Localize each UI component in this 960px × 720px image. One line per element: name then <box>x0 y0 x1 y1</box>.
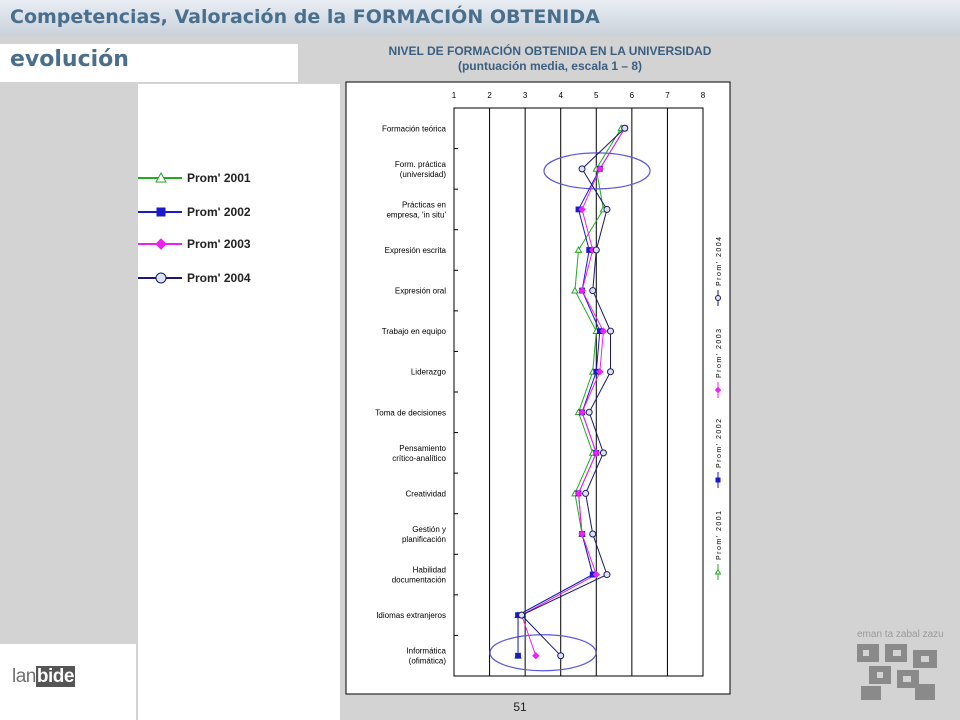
legend-label: Prom' 2004 <box>187 271 251 285</box>
category-label: crítico-analítico <box>392 453 446 463</box>
chart-subtitle: (puntuación media, escala 1 – 8) <box>457 59 643 73</box>
basque-government-emblem-icon <box>855 640 941 702</box>
category-label: Expresión oral <box>394 286 446 296</box>
legend-label: Prom' 2001 <box>187 171 251 185</box>
data-point <box>608 328 614 334</box>
data-point <box>604 572 610 578</box>
category-label: documentación <box>391 575 446 585</box>
legend-label: Prom' 2003 <box>187 237 251 251</box>
category-label: Toma de decisiones <box>375 408 446 418</box>
category-label: Creatividad <box>405 489 446 499</box>
category-label: Trabajo en equipo <box>381 327 446 337</box>
legend-label-vertical: Prom' 2002 <box>716 417 723 468</box>
chart-title: NIVEL DE FORMACIÓN OBTENIDA EN LA UNIVERSIDAD <box>388 44 712 58</box>
x-tick-label: 8 <box>700 91 706 100</box>
data-point <box>600 450 606 456</box>
x-tick-label: 5 <box>594 91 599 100</box>
x-tick-label: 6 <box>629 91 635 100</box>
category-label: Form. práctica <box>394 159 446 169</box>
data-point <box>583 490 589 496</box>
data-point <box>579 166 585 172</box>
category-label: (universidad) <box>399 169 446 179</box>
category-label: Informática <box>406 646 446 656</box>
legend-marker <box>716 478 720 482</box>
lanbide-logo <box>0 644 136 720</box>
x-tick-label: 7 <box>665 91 670 100</box>
category-label: empresa, 'in situ' <box>386 210 446 220</box>
data-point <box>622 125 628 131</box>
data-point <box>519 612 525 618</box>
data-point <box>590 288 596 294</box>
category-label: Liderazgo <box>410 367 446 377</box>
legend-label-vertical: Prom' 2004 <box>716 235 723 286</box>
data-point <box>608 369 614 375</box>
gov-motto: eman ta zabal zazu <box>857 629 944 640</box>
slide-subtitle: evolución <box>10 47 129 72</box>
page-number: 51 <box>513 700 527 714</box>
data-point <box>558 653 564 659</box>
legend-label: Prom' 2002 <box>187 205 251 219</box>
x-tick-label: 2 <box>487 91 492 100</box>
x-tick-label: 4 <box>558 91 563 100</box>
category-label: Prácticas en <box>401 200 446 210</box>
category-label: Habilidad <box>412 565 446 575</box>
category-label: Expresión escrita <box>384 246 446 255</box>
legend-marker <box>157 208 165 216</box>
category-label: planificación <box>401 535 446 544</box>
category-label: (ofimática) <box>408 656 446 666</box>
category-label: Gestión y <box>412 525 446 534</box>
legend-marker <box>716 296 721 301</box>
legend-marker <box>156 239 166 249</box>
data-point <box>590 531 596 537</box>
category-label: Pensamiento <box>399 443 446 453</box>
data-point <box>593 247 599 253</box>
legend-label-vertical: Prom' 2001 <box>716 509 723 560</box>
data-point <box>586 409 592 415</box>
legend-marker <box>156 273 166 283</box>
x-tick-label: 1 <box>451 91 457 100</box>
logo-text-bide: bide <box>36 666 74 687</box>
slide-title: Competencias, Valoración de la FORMACIÓN OBTENIDA <box>10 6 600 28</box>
legend-label-vertical: Prom' 2003 <box>716 327 723 378</box>
category-label: Idiomas extranjeros <box>376 611 446 621</box>
data-point <box>516 653 521 658</box>
x-tick-label: 3 <box>522 91 528 100</box>
category-label: Formación teórica <box>381 124 446 134</box>
logo-text-lan: lan <box>12 666 36 687</box>
data-point <box>604 206 610 212</box>
